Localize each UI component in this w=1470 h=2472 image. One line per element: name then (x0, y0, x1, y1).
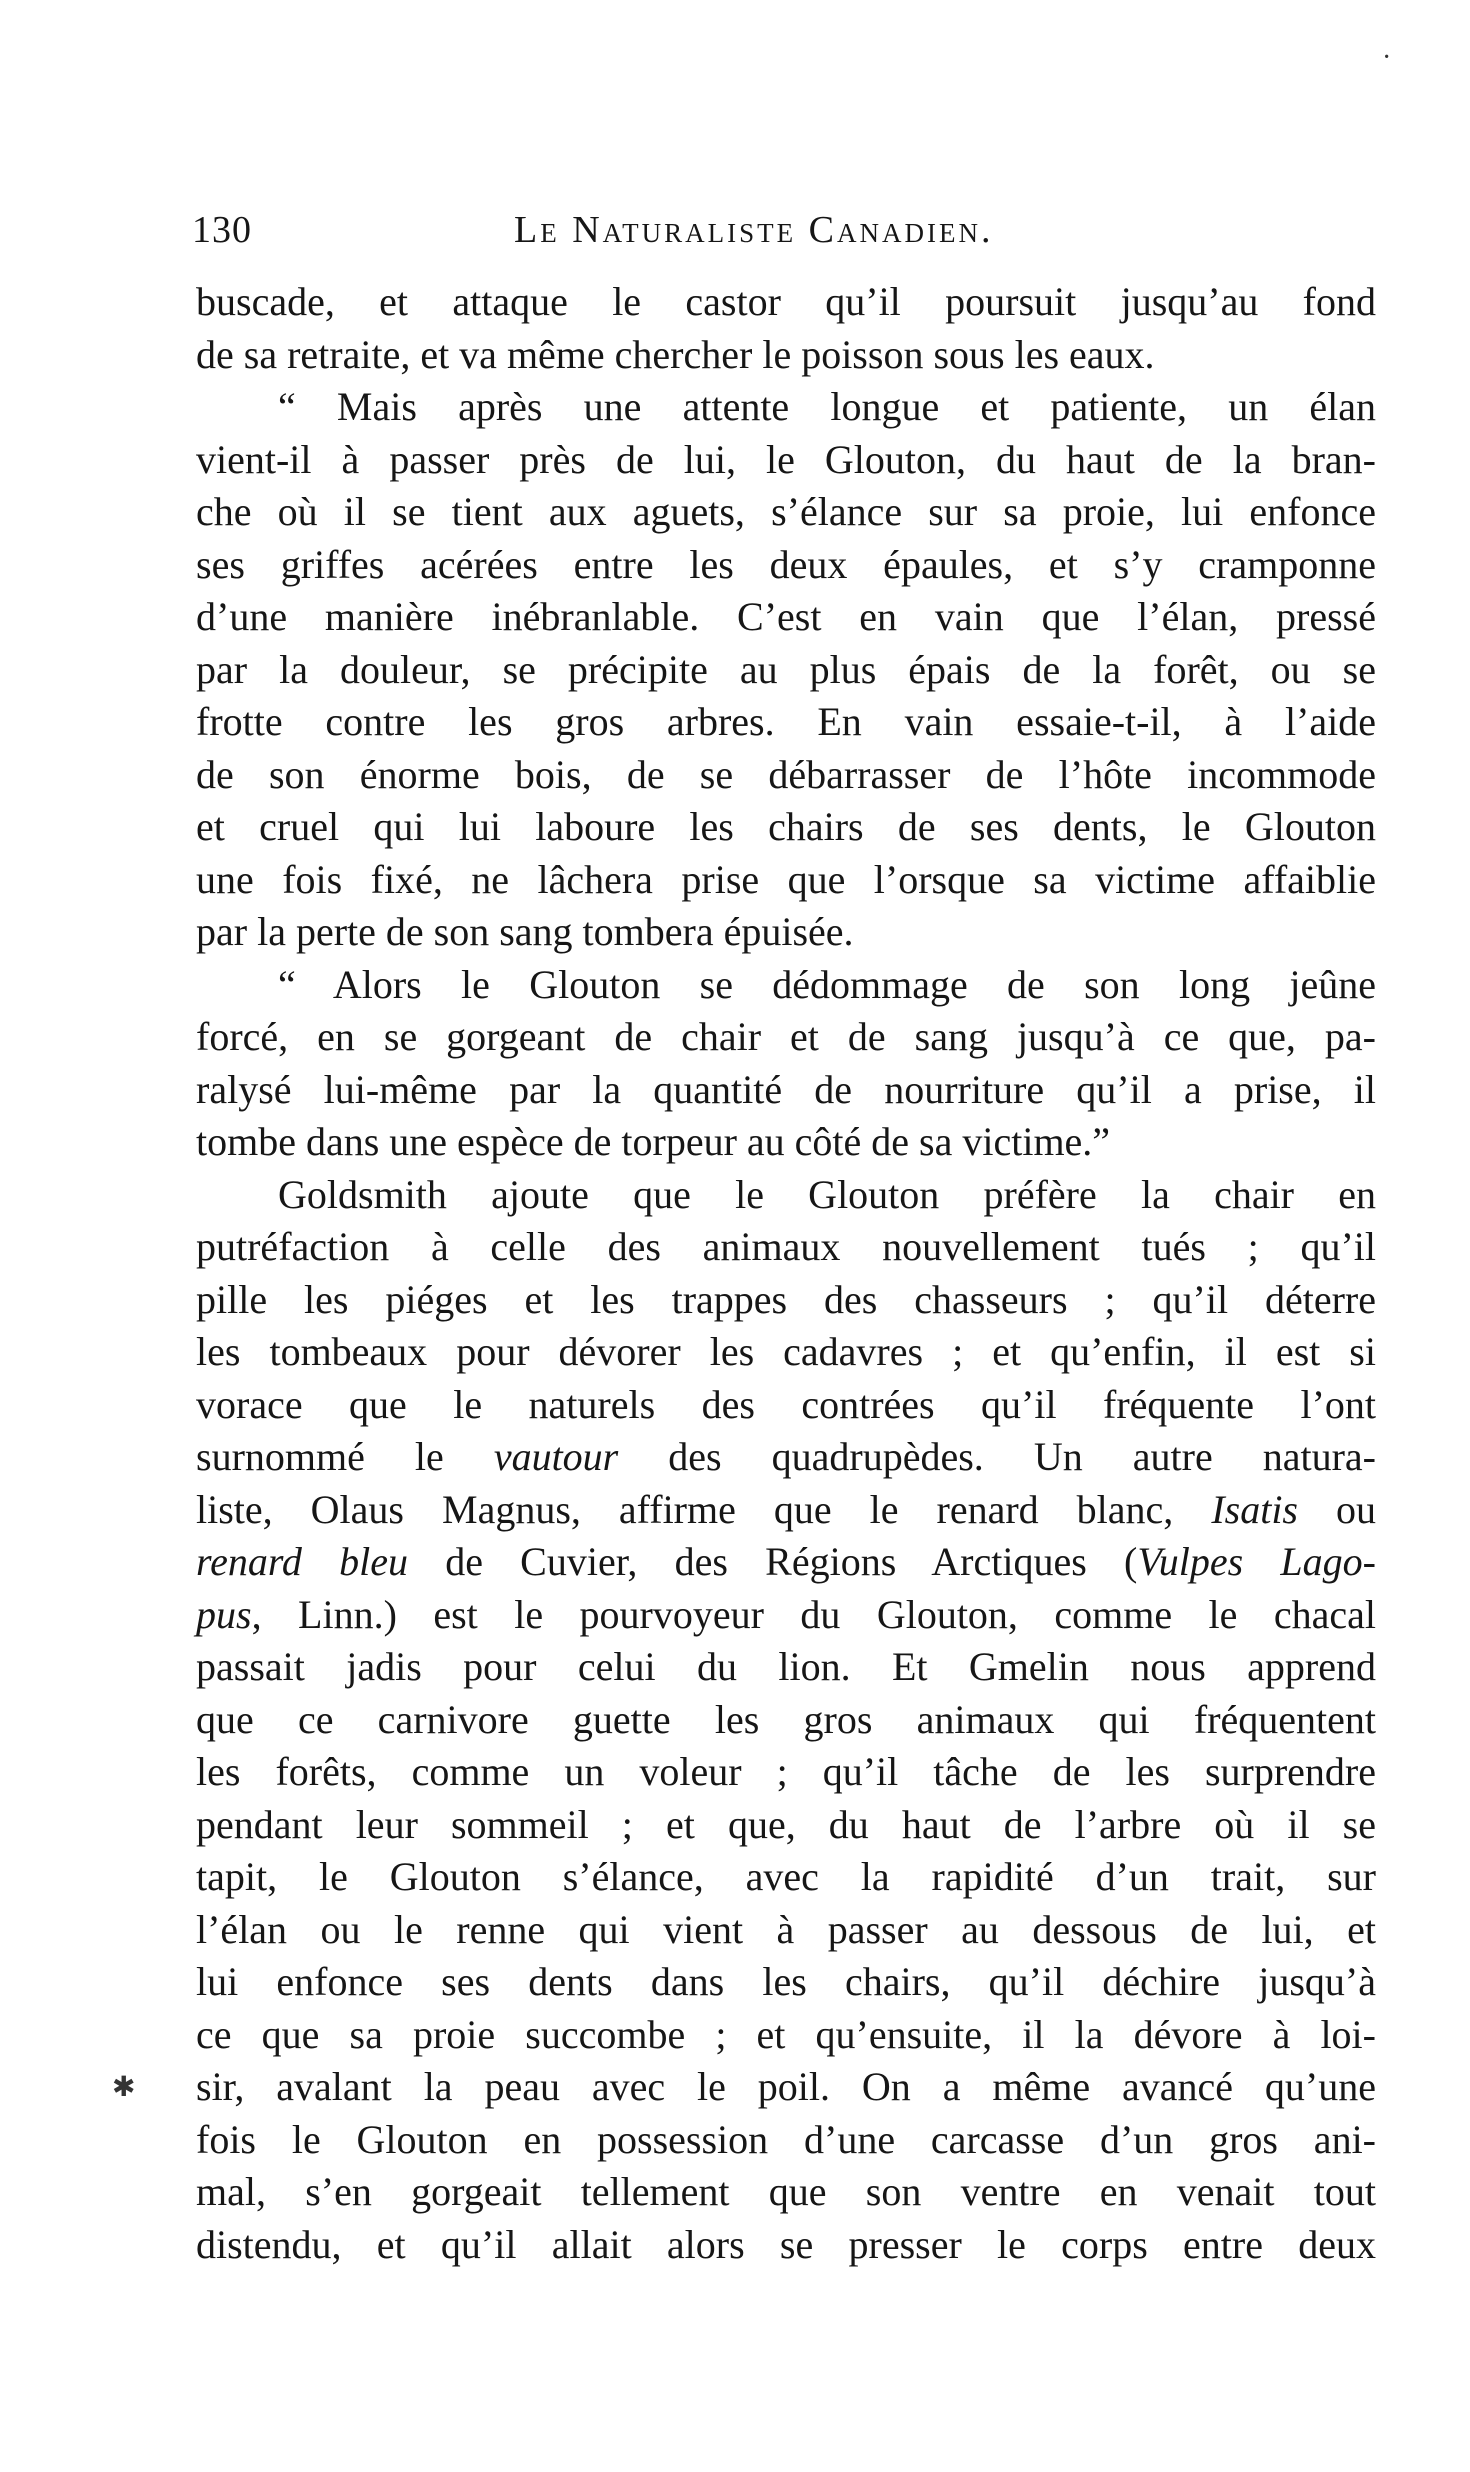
text-line: passait jadis pour celui du lion. Et Gmelin nous apprend (196, 1644, 1376, 1689)
text-line: forcé, en se gorgeant de chair et de sang jusqu’à ce que, pa- (196, 1014, 1376, 1059)
text-line: par la perte de son sang tombera épuisée. (196, 909, 854, 954)
text-line: pus, Linn.) est le pourvoyeur du Glouton, comme le chacal (196, 1591, 1376, 1637)
text-line: les forêts, comme un voleur ; qu’il tâche de les surprendre (196, 1749, 1376, 1794)
text-line: “ Alors le Glouton se dédommage de son long jeûne (278, 961, 1376, 1007)
text-line: de sa retraite, et va même chercher le poisson sous les eaux. (196, 331, 1155, 377)
text-line: liste, Olaus Magnus, affirme que le renard blanc, Isatis ou (196, 1486, 1377, 1532)
text-line: ce que sa proie succombe ; et qu’ensuite, il la dévore à loi- (196, 2011, 1376, 2057)
page-header (192, 202, 1302, 262)
text-line: et cruel qui lui laboure les chairs de ses dents, le Glouton (196, 804, 1376, 849)
text-line: “ Mais après une attente longue et patiente, un élan (278, 384, 1376, 429)
text-line: renard bleu de Cuvier, des Régions Arctiques (Vulpes Lago- (196, 1539, 1376, 1584)
text-line: distendu, et qu’il allait alors se presser le corps entre deux (196, 2221, 1376, 2267)
text-line: pendant leur sommeil ; et que, du haut de l’arbre où il se (196, 1801, 1376, 1847)
text-line: surnommé le vautour des quadrupèdes. Un autre natura- (196, 1434, 1376, 1479)
page-number: 130 (192, 209, 252, 251)
text-line: vorace que le naturels des contrées qu’il fréquente l’ont (196, 1381, 1376, 1427)
text-line: ses griffes acérées entre les deux épaules, et s’y cramponne (196, 541, 1376, 587)
text-line: sir, avalant la peau avec le poil. On a même avancé qu’une (196, 2064, 1376, 2109)
text-line: les tombeaux pour dévorer les cadavres ; et qu’enfin, il est si (196, 1329, 1376, 1374)
text-line: frotte contre les gros arbres. En vain essaie-t-il, à l’aide (196, 699, 1376, 744)
text-line: putréfaction à celle des animaux nouvellement tués ; qu’il (196, 1224, 1376, 1269)
text-line: lui enfonce ses dents dans les chairs, qu’il déchire jusqu’à (196, 1959, 1376, 2004)
text-line: pille les piéges et les trappes des chasseurs ; qu’il déterre (196, 1276, 1376, 1322)
text-line: ralysé lui-même par la quantité de nourriture qu’il a prise, il (196, 1066, 1376, 1112)
body-text (196, 276, 1376, 2271)
text-line: vient-il à passer près de lui, le Glouton, du haut de la bran- (196, 436, 1376, 482)
text-line: Goldsmith ajoute que le Glouton préfère la chair en (278, 1171, 1376, 1217)
text-line: tapit, le Glouton s’élance, avec la rapidité d’un trait, sur (196, 1854, 1376, 1899)
text-line: fois le Glouton en possession d’une carcasse d’un gros ani- (196, 2116, 1376, 2162)
text-line: d’une manière inébranlable. C’est en vain que l’élan, pressé (196, 594, 1376, 639)
text-line: par la douleur, se précipite au plus épais de la forêt, ou se (196, 646, 1376, 692)
text-line: une fois fixé, ne lâchera prise que l’orsque sa victime affaiblie (196, 856, 1376, 902)
text-line: que ce carnivore guette les gros animaux qui fréquentent (196, 1696, 1376, 1742)
text-line: l’élan ou le renne qui vient à passer au dessous de lui, et (196, 1906, 1376, 1952)
text-line: tombe dans une espèce de torpeur au côté de sa victime.” (196, 1119, 1111, 1164)
text-line: de son énorme bois, de se débarrasser de l’hôte incommode (196, 751, 1376, 797)
text-line: buscade, et attaque le castor qu’il poursuit jusqu’au fond (196, 279, 1376, 324)
text-line: mal, s’en gorgeait tellement que son ventre en venait tout (196, 2169, 1376, 2214)
running-title: Le Naturaliste Canadien. (514, 209, 994, 251)
margin-speck: · (1382, 42, 1392, 73)
margin-speck: ✱ (112, 2072, 136, 2103)
text-line: che où il se tient aux aguets, s’élance sur sa proie, lui enfonce (196, 489, 1376, 534)
